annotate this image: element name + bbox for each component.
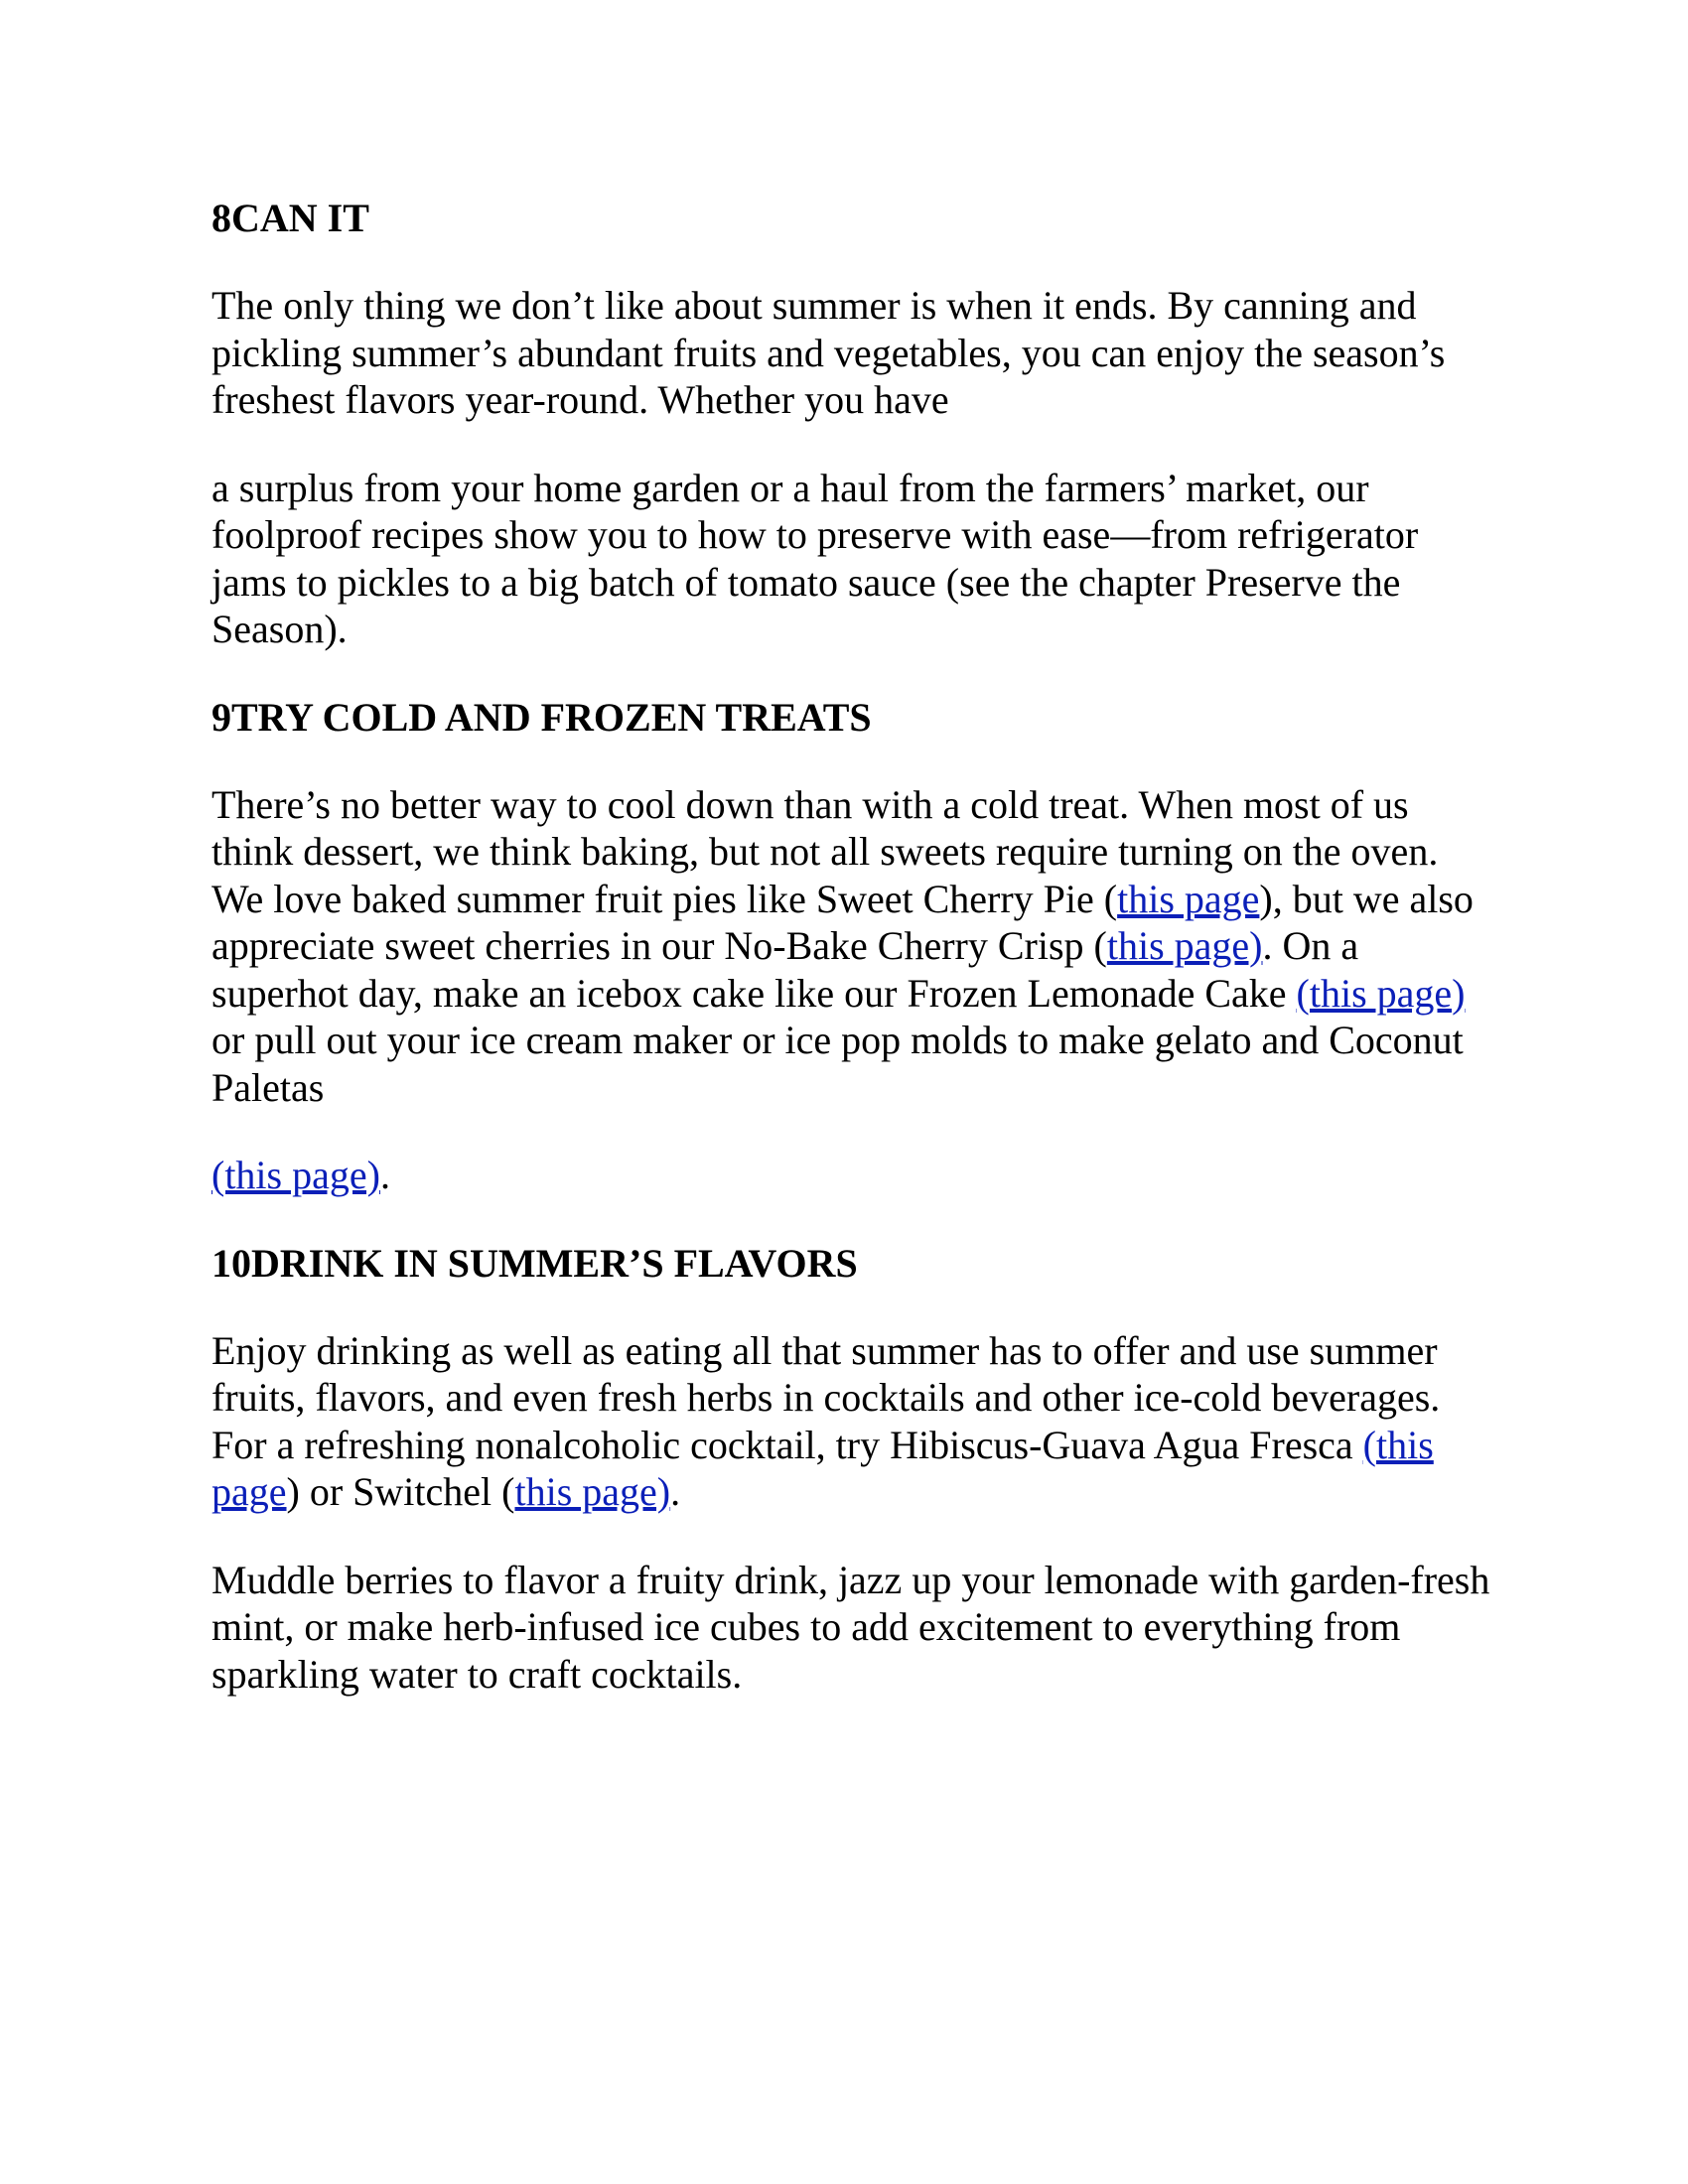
section-heading-drink-summer-flavors: 10DRINK IN SUMMER’S FLAVORS — [211, 1240, 858, 1286]
paragraph — [211, 1152, 1492, 1199]
this-page-link[interactable]: (this page) — [1296, 970, 1466, 1016]
text-run: . — [379, 1153, 390, 1197]
paragraph — [211, 781, 1492, 1112]
text-run: ), but we also appreciate sweet cherries in our No-Bake Cherry Crisp ( — [211, 876, 1474, 968]
this-page-link[interactable]: this page) — [514, 1469, 671, 1514]
text-run: There’s no better way to cool down than with a cold treat. When most of us think dessert, we think baking, but not all sweets require turning on the oven. We love baked summer fruit pies like Sweet Cherry Pie ( — [211, 781, 1439, 921]
document-page — [211, 195, 1492, 1738]
text-run: . On a superhot day, make an icebox cake like our Frozen Lemonade Cake — [211, 923, 1359, 1016]
this-page-link[interactable]: this page — [1117, 876, 1260, 921]
this-page-link[interactable]: (this page) — [211, 1153, 380, 1197]
section-heading-can-it: 8CAN IT — [211, 196, 369, 240]
text-run: or pull out your ice cream maker or ice pop molds to make gelato and Coconut Paletas — [211, 1018, 1464, 1110]
text-run: . — [670, 1469, 681, 1514]
paragraph: a surplus from your home garden or a haul from the farmers’ market, our foolproof recipes show you to how to preserve with ease—from refrigerator jams to pickles to a big batch of tomato sauce (see the chapter Preserve the Season). — [211, 465, 1419, 651]
text-run: ) or Switchel ( — [286, 1469, 515, 1514]
paragraph — [211, 1327, 1492, 1516]
text-run: Enjoy drinking as well as eating all that summer has to offer and use summer fruits, flavors, and even fresh herbs in cocktails and other ice-cold beverages. For a refreshing nonalcoholic cocktail, try Hibiscus-Guava Agua Fresca — [211, 1327, 1441, 1467]
this-page-link[interactable]: this page) — [1106, 923, 1263, 968]
paragraph: The only thing we don’t like about summer is when it ends. By canning and pickling summer’s abundant fruits and vegetables, you can enjoy the season’s freshest flavors year-round. Whether you have — [211, 283, 1446, 422]
section-heading-cold-frozen-treats: 9TRY COLD AND FROZEN TREATS — [211, 694, 872, 740]
this-page-link[interactable]: (this page — [211, 1422, 1434, 1514]
paragraph: Muddle berries to flavor a fruity drink, jazz up your lemonade with garden-fresh mint, or make herb-infused ice cubes to add excitement to everything from sparkling water to craft cocktails. — [211, 1557, 1490, 1697]
